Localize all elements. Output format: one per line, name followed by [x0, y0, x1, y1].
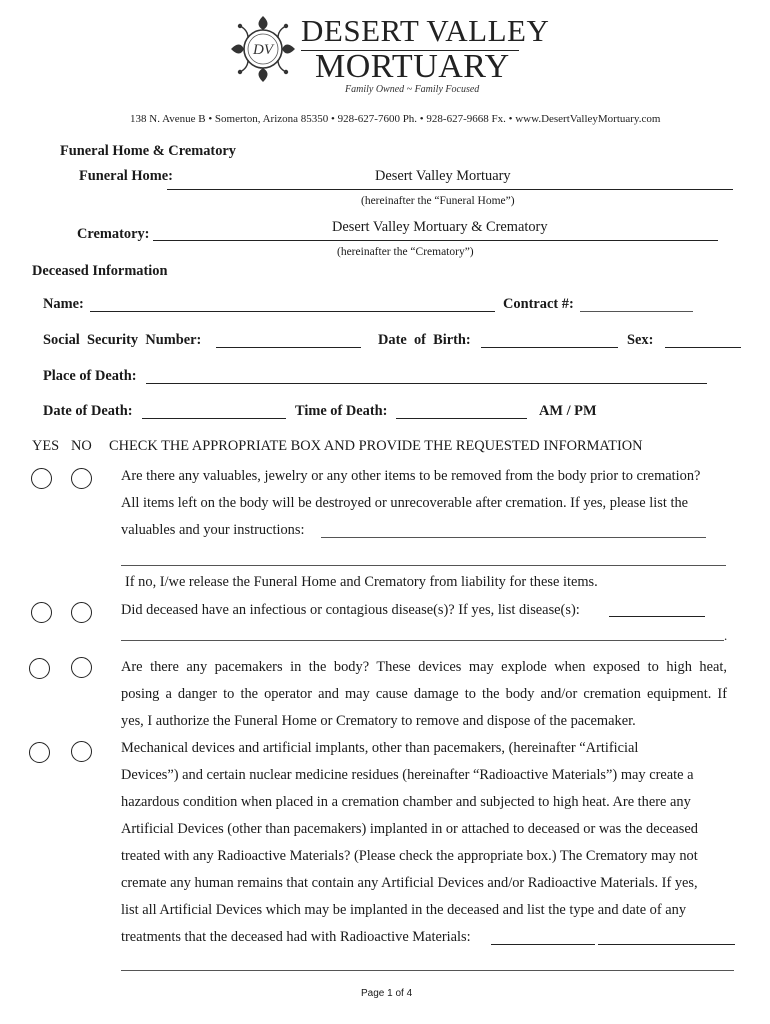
contract-label: Contract #:: [503, 296, 574, 312]
funeral-home-value[interactable]: Desert Valley Mortuary: [375, 168, 511, 184]
dob-label: Date of Birth:: [378, 332, 471, 348]
section-heading-funeral: Funeral Home & Crematory: [60, 143, 236, 159]
q2-disease-field[interactable]: [609, 616, 705, 617]
name-label: Name:: [43, 296, 84, 312]
q4-line-6: cremate any human remains that contain any Artificial Devices and/or Radioactive Materials. If yes,: [121, 875, 698, 891]
section-heading-deceased: Deceased Information: [32, 263, 168, 279]
page-number: Page 1 of 4: [361, 988, 413, 999]
logo-title-line1: DESERT VALLEY: [301, 13, 550, 48]
funeral-home-note: (hereinafter the “Funeral Home”): [361, 195, 515, 207]
funeral-home-line: [167, 189, 733, 190]
funeral-home-label: Funeral Home:: [79, 168, 173, 184]
q1-release: If no, I/we release the Funeral Home and Crematory from liability for these items.: [125, 574, 598, 590]
logo-tagline: Family Owned ~ Family Focused: [345, 84, 480, 95]
q3-yes-radio[interactable]: [29, 658, 50, 679]
date-of-death-label: Date of Death:: [43, 403, 133, 419]
q4-line-7: list all Artificial Devices which may be implanted in the deceased and list the type and date of any: [121, 902, 687, 918]
crematory-value[interactable]: Desert Valley Mortuary & Crematory: [332, 219, 548, 235]
contract-field[interactable]: [580, 311, 693, 312]
q3-line-1: Are there any pacemakers in the body? These devices may explode when exposed to high heat,: [121, 659, 727, 675]
q2-disease-field-2[interactable]: [121, 640, 724, 641]
date-of-death-field[interactable]: [142, 418, 286, 419]
q4-devices-field[interactable]: [491, 944, 595, 945]
time-of-death-field[interactable]: [396, 418, 527, 419]
q1-line-3: valuables and your instructions:: [121, 522, 305, 538]
q4-line-3: hazardous condition when placed in a cremation chamber and subjected to high heat. Are there any: [121, 794, 691, 810]
q1-instructions-field-2[interactable]: [121, 565, 726, 566]
logo-emblem-icon: [228, 12, 298, 86]
q2-yes-radio[interactable]: [31, 602, 52, 623]
crematory-label: Crematory:: [77, 226, 150, 242]
q2-no-radio[interactable]: [71, 602, 92, 623]
svg-text:DV: DV: [253, 42, 273, 58]
q4-line-5: treated with any Radioactive Materials? (Please check the appropriate box.) The Crematory may not: [121, 848, 698, 864]
logo: [228, 12, 550, 102]
q1-line-1: Are there any valuables, jewelry or any other items to be removed from the body prior to cremation?: [121, 468, 701, 484]
q3-line-2: posing a danger to the operator and may cause damage to the body and/or cremation equipment. If: [121, 686, 727, 702]
ampm-label: AM / PM: [539, 403, 597, 419]
yes-column-label: YES: [32, 438, 60, 454]
checklist-instruction: CHECK THE APPROPRIATE BOX AND PROVIDE THE REQUESTED INFORMATION: [109, 438, 643, 454]
q2-period: .: [724, 628, 728, 643]
dob-field[interactable]: [481, 347, 618, 348]
q4-treatments-field[interactable]: [598, 944, 735, 945]
logo-title-line2: MORTUARY: [315, 48, 510, 85]
sex-label: Sex:: [627, 332, 654, 348]
q4-line-1: Mechanical devices and artificial implants, other than pacemakers, (hereinafter “Artificial: [121, 740, 639, 756]
place-of-death-label: Place of Death:: [43, 368, 137, 384]
q4-devices-field-2[interactable]: [121, 970, 734, 971]
q2-text: Did deceased have an infectious or contagious disease(s)? If yes, list disease(s):: [121, 602, 580, 618]
ssn-field[interactable]: [216, 347, 361, 348]
q3-no-radio[interactable]: [71, 657, 92, 678]
name-field[interactable]: [90, 311, 495, 312]
q4-yes-radio[interactable]: [29, 742, 50, 763]
ssn-label: Social Security Number:: [43, 332, 202, 348]
sex-field[interactable]: [665, 347, 741, 348]
place-of-death-field[interactable]: [146, 383, 707, 384]
crematory-note: (hereinafter the “Crematory”): [337, 246, 474, 258]
q1-instructions-field[interactable]: [321, 537, 706, 538]
q1-yes-radio[interactable]: [31, 468, 52, 489]
q4-line-8: treatments that the deceased had with Radioactive Materials:: [121, 929, 471, 945]
crematory-line: [153, 240, 718, 241]
q4-no-radio[interactable]: [71, 741, 92, 762]
company-address: 138 N. Avenue B • Somerton, Arizona 85350 • 928-627-7600 Ph. • 928-627-9668 Fx. • www.DesertValleyMortuary.com: [130, 113, 661, 125]
time-of-death-label: Time of Death:: [295, 403, 388, 419]
q1-line-2: All items left on the body will be destroyed or unrecoverable after cremation. If yes, please list the: [121, 495, 689, 511]
q4-line-4: Artificial Devices (other than pacemakers) implanted in or attached to deceased or was the deceased: [121, 821, 698, 837]
q3-line-3: yes, I authorize the Funeral Home or Crematory to remove and dispose of the pacemaker.: [121, 713, 636, 729]
no-column-label: NO: [71, 438, 92, 454]
q4-line-2: Devices”) and certain nuclear medicine residues (hereinafter “Radioactive Materials”) may create a: [121, 767, 694, 783]
q1-no-radio[interactable]: [71, 468, 92, 489]
